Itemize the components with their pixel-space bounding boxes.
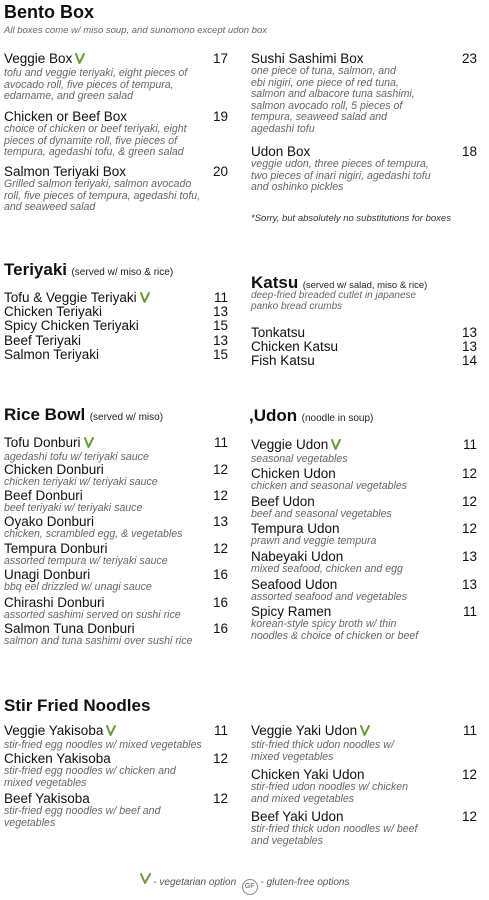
item-description: stir-fried thick udon noodles w/ beef (251, 823, 418, 835)
item-description: assorted tempura w/ teriyaki sauce (4, 555, 168, 567)
item-name (4, 347, 99, 362)
menu-item (4, 333, 81, 348)
item-price: 19 (212, 109, 228, 124)
item-name (251, 521, 376, 536)
item-name (251, 51, 415, 66)
menu-item (251, 577, 407, 604)
item-name (4, 333, 81, 348)
item-description: and seaweed salad (4, 201, 96, 213)
gluten-free-icon: GF (242, 879, 258, 895)
item-name-text: Tempura Udon (251, 521, 340, 536)
item-description: stir-fried egg noodles w/ mixed vegetables (4, 739, 202, 751)
item-name-text: Salmon Teriyaki (4, 347, 100, 362)
item-name-text: Beef Yakisoba (4, 791, 90, 806)
item-name-text: Chicken Yaki Udon (251, 767, 365, 782)
udon-mark: , (249, 406, 254, 425)
bento-note: *Sorry, but absolutely no substitutions for boxes (251, 213, 451, 224)
item-name-text: Beef Teriyaki (4, 333, 82, 348)
item-price: 12 (461, 521, 477, 536)
item-price: 16 (212, 595, 228, 610)
item-name-text: Chicken Katsu (251, 339, 339, 354)
item-name-text: Beef Yaki Udon (251, 809, 344, 824)
item-description: ebi nigiri, one piece of red tuna, (251, 76, 399, 89)
item-price: 15 (212, 318, 228, 333)
menu-item (251, 437, 348, 466)
item-name-text: Spicy Chicken Teriyaki (4, 318, 139, 333)
section-title-rice-bowl: Rice Bowl (4, 405, 86, 424)
menu-item (251, 604, 418, 642)
item-name (4, 567, 152, 582)
leaf-icon (140, 877, 151, 888)
katsu-note-line: panko bread crumbs (251, 300, 343, 312)
item-price: 23 (461, 51, 477, 66)
menu-item (251, 144, 431, 194)
menu-item (4, 488, 142, 515)
section-header-rice-bowl (4, 405, 163, 425)
section-sub-katsu: (served w/ salad, miso & rice) (302, 280, 428, 291)
item-name (4, 51, 187, 68)
katsu-note (251, 291, 416, 312)
item-description: stir-fried egg noodles w/ chicken and (4, 765, 176, 777)
item-name-text: Veggie Yakisoba (4, 723, 104, 738)
item-name-text: Chicken Udon (251, 466, 336, 481)
item-description: mixed seafood, chicken and egg (251, 563, 403, 575)
section-header-udon (249, 406, 373, 426)
legend-veg-label: - vegetarian option (153, 877, 237, 888)
item-description: stir-fried egg noodles w/ beef and (4, 805, 161, 817)
item-name (4, 109, 187, 124)
menu-item (251, 521, 376, 548)
item-description: and mixed vegetables (251, 792, 355, 805)
legend-gf-label: - gluten-free options (260, 877, 350, 888)
item-name-text: Chicken Donburi (4, 462, 104, 477)
item-name-text: Tofu Donburi (4, 435, 81, 450)
item-description: chicken and seasonal vegetables (251, 480, 408, 492)
menu-item (4, 347, 99, 362)
item-name (251, 549, 403, 564)
item-description: and oshinko pickles (251, 181, 344, 193)
item-name (251, 604, 418, 619)
item-price: 16 (212, 621, 228, 636)
menu-item (4, 791, 160, 829)
item-description: and vegetables (251, 834, 323, 847)
item-price: 11 (462, 437, 477, 452)
item-name (4, 791, 160, 806)
item-price: 13 (212, 514, 228, 529)
item-price: 17 (212, 51, 228, 66)
vegetarian-leaf-icon (84, 437, 94, 452)
item-price: 12 (212, 751, 228, 766)
item-name (4, 304, 102, 319)
menu-item (251, 325, 305, 340)
item-price: 12 (212, 541, 228, 556)
item-price: 18 (461, 144, 477, 159)
menu-item (251, 723, 394, 763)
item-name-text: Udon Box (251, 144, 311, 159)
item-description: tempura, agedashi tofu, & green salad (4, 146, 184, 158)
menu-item (4, 595, 181, 622)
item-price: 12 (461, 466, 477, 481)
item-price: 13 (461, 325, 477, 340)
item-name (4, 541, 168, 556)
item-description: veggie udon, three pieces of tempura, (251, 158, 429, 170)
section-title-teriyaki: Teriyaki (4, 260, 68, 279)
item-name (251, 144, 431, 159)
section-title-stir-fried: Stir Fried Noodles (4, 696, 151, 715)
item-name-text: Chirashi Donburi (4, 595, 105, 610)
menu-item (4, 462, 158, 489)
item-description: mixed vegetables (251, 750, 334, 763)
menu-item (4, 567, 152, 594)
menu-item (251, 767, 408, 805)
item-description: assorted sashimi served on sushi rice (4, 609, 181, 621)
section-title-udon: Udon (253, 406, 298, 425)
item-price: 11 (213, 290, 228, 305)
item-name (4, 488, 142, 503)
item-name (251, 577, 407, 592)
item-name-text: Oyako Donburi (4, 514, 95, 529)
item-description: chicken, scrambled egg, & vegetables (4, 528, 183, 540)
section-title-bento: Bento Box (4, 2, 94, 22)
menu-item (251, 51, 415, 135)
item-price: 16 (212, 567, 228, 582)
menu-item (4, 164, 200, 214)
item-price: 14 (461, 353, 477, 368)
item-name-text: Nabeyaki Udon (251, 549, 344, 564)
item-description: one piece of tuna, salmon, and (251, 65, 396, 77)
item-name (4, 514, 182, 529)
item-description: bbq eel drizzled w/ unagi sauce (4, 581, 152, 593)
item-name-text: Tofu & Veggie Teriyaki (4, 290, 137, 305)
vegetarian-leaf-icon (360, 725, 370, 740)
item-name (4, 164, 200, 179)
item-name-text: Tonkatsu (251, 325, 306, 340)
item-name (251, 723, 394, 740)
item-price: 11 (213, 723, 228, 738)
item-description: agedashi tofu (251, 122, 315, 135)
item-description: vegetables (4, 816, 56, 829)
vegetarian-leaf-icon (140, 292, 150, 307)
vegetarian-leaf-icon (106, 725, 116, 740)
item-description: assorted seafood and vegetables (251, 591, 408, 603)
item-price: 12 (461, 494, 477, 509)
menu-item (4, 514, 182, 541)
item-price: 13 (461, 339, 477, 354)
item-description: salmon and tuna sashimi over sushi rice (4, 635, 193, 647)
item-description: pieces of dynamite roll, five pieces of (4, 134, 178, 147)
item-name (4, 595, 181, 610)
item-description: avocado roll, five pieces of tempura, (4, 78, 174, 91)
item-description: beef teriyaki w/ teriyaki sauce (4, 502, 143, 514)
item-name (251, 437, 348, 454)
menu-item (4, 318, 139, 333)
menu-item (4, 109, 187, 159)
item-name-text: Chicken or Beef Box (4, 109, 128, 124)
item-description: choice of chicken or beef teriyaki, eight (4, 123, 187, 135)
section-title-katsu: Katsu (251, 273, 299, 292)
item-description: Grilled salmon teriyaki, salmon avocado (4, 178, 192, 190)
item-price: 15 (212, 347, 228, 362)
menu-item (4, 621, 192, 648)
item-description: prawn and veggie tempura (251, 535, 377, 547)
item-price: 20 (212, 164, 228, 179)
item-name (4, 435, 149, 452)
item-name-text: Seafood Udon (251, 577, 338, 592)
menu-item (4, 51, 187, 103)
item-name (4, 621, 192, 636)
item-name-text: Unagi Donburi (4, 567, 91, 582)
item-name (251, 353, 315, 368)
item-name-text: Salmon Teriyaki Box (4, 164, 127, 179)
item-description: salmon and albacore tuna sashimi, (251, 88, 415, 100)
item-name (251, 767, 408, 782)
bento-subtitle: All boxes come w/ miso soup, and sunomono except udon box (4, 25, 267, 36)
menu-item (4, 304, 102, 319)
item-name (4, 723, 202, 740)
menu-item (251, 549, 403, 576)
item-name (4, 462, 158, 477)
item-name-text: Beef Donburi (4, 488, 83, 503)
katsu-note-line: deep-fried breaded cutlet in japanese (251, 290, 417, 301)
item-description: tofu and veggie teriyaki, eight pieces of (4, 67, 188, 79)
item-name (4, 751, 176, 766)
item-name-text: Chicken Teriyaki (4, 304, 103, 319)
item-name-text: Beef Udon (251, 494, 315, 509)
item-price: 11 (462, 723, 477, 738)
item-description: korean-style spicy broth w/ thin (251, 618, 397, 630)
item-name (4, 318, 139, 333)
item-description: two pieces of inari nigiri, agedashi tofu (251, 169, 431, 182)
item-price: 11 (462, 604, 477, 619)
item-description: mixed vegetables (4, 776, 87, 789)
item-name (251, 325, 305, 340)
menu-item (251, 809, 417, 847)
menu-item (4, 723, 202, 752)
item-name (251, 466, 407, 481)
item-description: beef and seasonal vegetables (251, 508, 392, 520)
item-price: 11 (213, 435, 228, 450)
item-name-text: Salmon Tuna Donburi (4, 621, 135, 636)
item-description: seasonal vegetables (251, 453, 348, 465)
section-header-teriyaki (4, 260, 173, 280)
item-description: stir-fried udon noodles w/ chicken (251, 781, 409, 793)
item-description: roll, five pieces of tempura, agedashi tofu, (4, 189, 201, 202)
menu-item (251, 353, 315, 368)
item-name (251, 494, 392, 509)
menu-item (251, 466, 407, 493)
vegetarian-leaf-icon (75, 53, 85, 68)
item-price: 12 (461, 767, 477, 782)
section-sub-teriyaki: (served w/ miso & rice) (71, 267, 174, 278)
item-price: 12 (212, 462, 228, 477)
item-description: noodles & choice of chicken or beef (251, 629, 419, 642)
item-description: chicken teriyaki w/ teriyaki sauce (4, 476, 158, 488)
item-name (251, 339, 338, 354)
item-description: tempura, seaweed salad and (251, 111, 388, 123)
section-sub-rice-bowl: (served w/ miso) (89, 412, 164, 423)
item-name-text: Spicy Ramen (251, 604, 332, 619)
item-price: 13 (212, 304, 228, 319)
item-price: 13 (461, 577, 477, 592)
item-name-text: Tempura Donburi (4, 541, 108, 556)
item-price: 12 (461, 809, 477, 824)
legend (0, 873, 489, 895)
item-description: salmon avocado roll, 5 pieces of (251, 99, 403, 112)
item-name-text: Veggie Yaki Udon (251, 723, 358, 738)
item-description: agedashi tofu w/ teriyaki sauce (4, 451, 149, 463)
item-price: 12 (212, 791, 228, 806)
menu-item (251, 339, 338, 354)
item-name (251, 809, 417, 824)
item-name-text: Sushi Sashimi Box (251, 51, 364, 66)
menu-item (4, 541, 168, 568)
item-name-text: Veggie Box (4, 51, 73, 66)
item-description: edamame, and green salad (4, 90, 133, 102)
item-price: 13 (461, 549, 477, 564)
menu-item (4, 751, 176, 789)
item-name-text: Chicken Yakisoba (4, 751, 111, 766)
menu-item (4, 435, 149, 464)
item-name-text: Fish Katsu (251, 353, 315, 368)
vegetarian-leaf-icon (331, 439, 341, 454)
item-name-text: Veggie Udon (251, 437, 329, 452)
menu-item (251, 494, 392, 521)
item-price: 12 (212, 488, 228, 503)
section-sub-udon: (noodle in soup) (301, 413, 374, 424)
item-price: 13 (212, 333, 228, 348)
item-description: stir-fried thick udon noodles w/ (251, 739, 394, 751)
